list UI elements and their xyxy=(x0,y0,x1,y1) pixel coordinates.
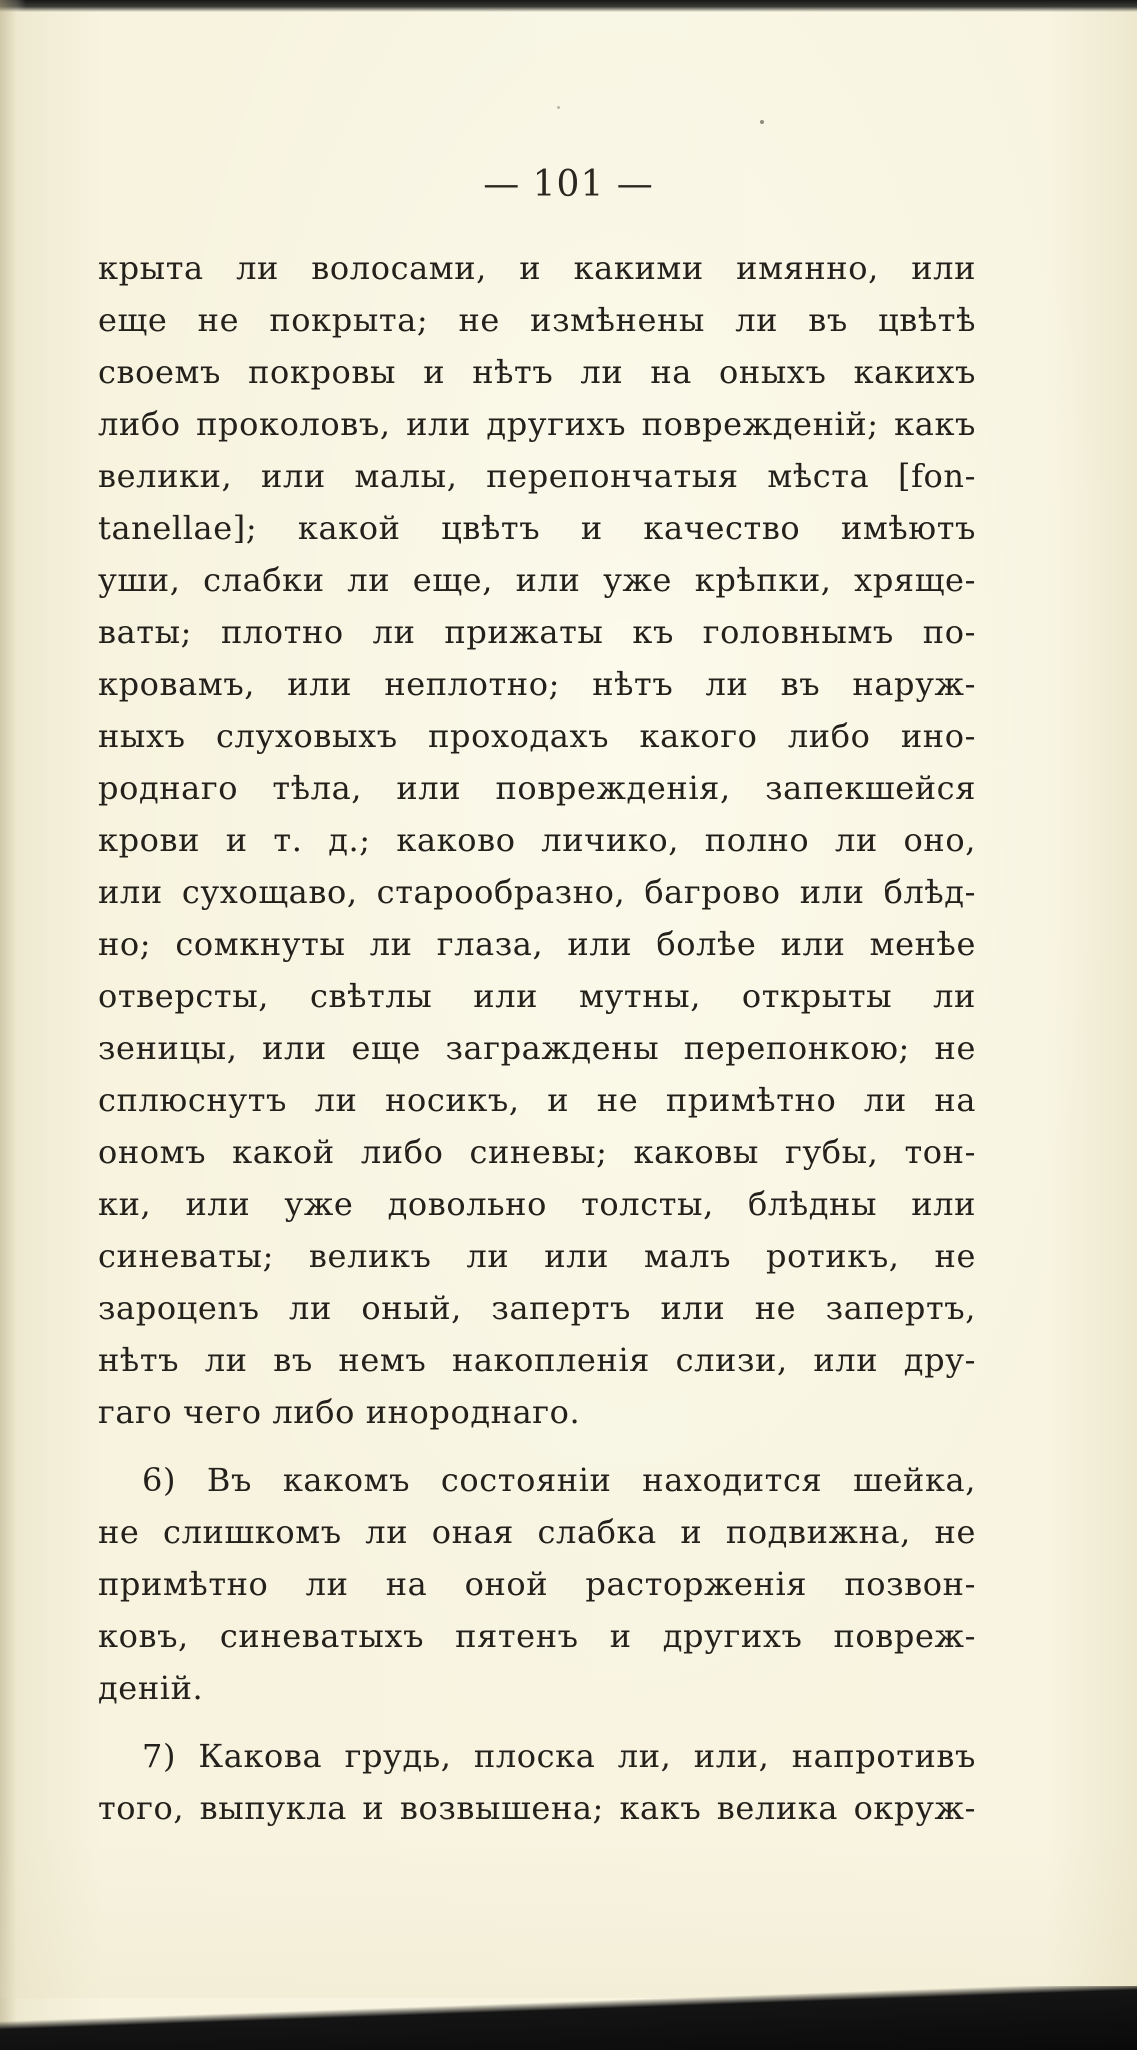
text-line: сплюснутъ ли носикъ, и не примѣтно ли на xyxy=(98,1081,976,1119)
text-line: крыта ли волосами, и какими имянно, или xyxy=(98,249,976,287)
text-line: синеваты; великъ ли или малъ ротикъ, не xyxy=(98,1237,976,1275)
text-line: крови и т. д.; каково личико, полно ли оно, xyxy=(98,821,976,859)
text-line: уши, слабки ли еще, или уже крѣпки, хряще- xyxy=(98,561,976,599)
text-line: кровамъ, или неплотно; нѣтъ ли въ наруж- xyxy=(98,665,976,703)
text-line: ваты; плотно ли прижаты къ головнымъ по- xyxy=(98,613,976,651)
text-line: велики, или малы, перепончатыя мѣста [fon- xyxy=(98,457,976,495)
text-line: деній. xyxy=(98,1669,204,1707)
paragraph-first-line: 7) Какова грудь, плоска ли, или, напротивъ xyxy=(142,1737,976,1775)
text-line: гаго чего либо инороднаго. xyxy=(98,1393,581,1431)
text-line: ки, или уже довольно толсты, блѣдны или xyxy=(98,1185,976,1223)
text-line: или сухощаво, старообразно, багрово или блѣд- xyxy=(98,873,976,911)
text-line: зеницы, или еще заграждены перепонкою; не xyxy=(98,1029,976,1067)
text-line: зароцenъ ли оный, запертъ или не запертъ, xyxy=(98,1289,976,1327)
paragraph-first-line: 6) Въ какомъ состояніи находится шейка, xyxy=(142,1461,976,1499)
scan-top-edge xyxy=(0,0,1137,12)
text-line: нѣтъ ли въ немъ накопленія слизи, или дру- xyxy=(98,1341,976,1379)
text-line: tanellae]; какой цвѣтъ и качество имѣютъ xyxy=(98,509,976,547)
text-line: того, выпукла и возвышена; какъ велика окруж- xyxy=(98,1789,976,1827)
text-line: роднаго тѣла, или поврежденія, запекшейся xyxy=(98,769,976,807)
text-line: отверсты, свѣтлы или мутны, открыты ли xyxy=(98,977,976,1015)
text-line: ковъ, синеватыхъ пятенъ и другихъ повреж- xyxy=(98,1617,976,1655)
text-line: но; сомкнуты ли глаза, или болѣе или менѣе xyxy=(98,925,976,963)
scan-bottom-edge xyxy=(0,1986,1137,2050)
text-line: своемъ покровы и нѣтъ ли на оныхъ какихъ xyxy=(98,353,976,391)
text-line: ныхъ слуховыхъ проходахъ какого либо ино- xyxy=(98,717,976,755)
page-body-text xyxy=(98,242,976,1834)
text-line: еще не покрыта; не измѣнены ли въ цвѣтѣ xyxy=(98,301,976,339)
paragraph-gap xyxy=(98,1438,976,1454)
paper-speck xyxy=(557,106,560,109)
paragraph-gap xyxy=(98,1714,976,1730)
text-line: примѣтно ли на оной расторженія позвон- xyxy=(98,1565,976,1603)
page-gutter-shadow xyxy=(0,0,26,2050)
paper-aging-tint xyxy=(0,1838,1137,1998)
paper-speck xyxy=(760,120,764,124)
text-line: либо проколовъ, или другихъ поврежденій; какъ xyxy=(98,405,976,443)
text-line: не слишкомъ ли оная слабка и подвижна, не xyxy=(98,1513,976,1551)
text-line: ономъ какой либо синевы; каковы губы, тон- xyxy=(98,1133,976,1171)
page-number: — 101 — xyxy=(483,164,654,205)
